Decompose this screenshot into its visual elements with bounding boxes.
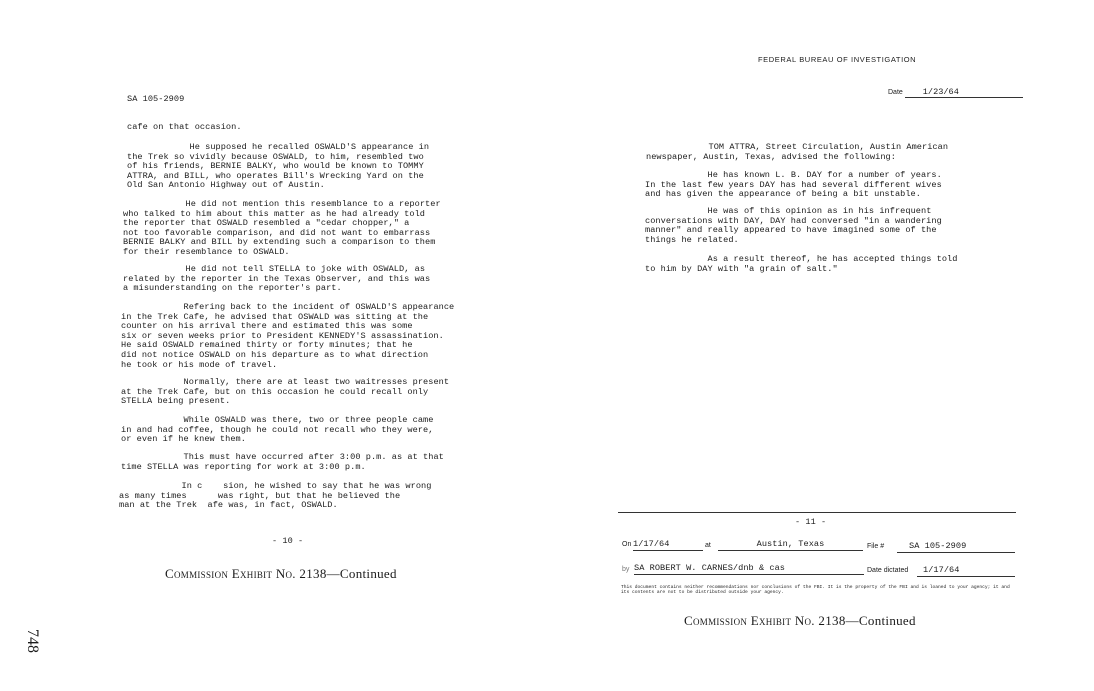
- fbi-header: FEDERAL BUREAU OF INVESTIGATION: [758, 55, 917, 64]
- form-dictated-label: Date dictated: [867, 567, 909, 574]
- right-paragraph-1: TOM ATTRA, Street Circulation, Austin American newspaper, Austin, Texas, advised the following:: [646, 142, 949, 162]
- right-paragraph-4: As a result thereof, he has accepted things told to him by DAY with "a grain of salt.": [645, 254, 958, 274]
- form-disclaimer: This document contains neither recommendations nor conclusions of the FBI. It is the property of the FBI and is loaned to your agency; it and its contents are not to be distributed outside your agency.: [621, 585, 1010, 596]
- volume-page-number: 748: [24, 629, 41, 653]
- date-label: Date: [888, 89, 903, 96]
- right-exhibit-caption: [684, 613, 916, 629]
- left-exhibit-caption: [165, 566, 397, 582]
- right-paragraph-2: He has known L. B. DAY for a number of years. In the last few years DAY has had several different wives and has given the appearance of being a bit unstable.: [645, 170, 942, 200]
- left-paragraph-5: Refering back to the incident of OSWALD'S appearance in the Trek Cafe, he advised that OSWALD was sitting at the counter on his arrival there and estimated this was some six or seven weeks prior to President KENNEDY'S assassination. He said OSWALD remained thirty or forty minutes; that he did not notice OSWALD on his departure as to what direction he took or his mode of travel.: [121, 302, 455, 370]
- left-paragraph-2: He supposed he recalled OSWALD'S appearance in the Trek so vividly because OSWALD, to him, resembled two of his friends, BERNIE BALKY, who would be known to TOMMY ATTRA, and BILL, who operates Bill's Wrecking Yard on the Old San Antonio Highway out of Austin.: [127, 142, 430, 191]
- left-caption-number: 2138—Continued: [299, 566, 397, 581]
- left-paragraph-8: This must have occurred after 3:00 p.m. as at that time STELLA was reporting for work at 3:00 p.m.: [121, 452, 444, 472]
- date-value: 1/23/64: [905, 87, 1023, 98]
- right-date: [888, 87, 1023, 98]
- left-paragraph-6: Normally, there are at least two waitresses present at the Trek Cafe, but on this occasion he could recall only STELLA being present.: [121, 377, 450, 407]
- form-at-label: at: [705, 542, 711, 549]
- right-caption-number: 2138—Continued: [818, 613, 916, 628]
- left-page-number: - 10 -: [272, 536, 304, 546]
- form-by-label: by: [622, 566, 630, 573]
- left-paragraph-7: While OSWALD was there, two or three people came in and had coffee, though he could not recall who they were, or even if he knew them.: [121, 415, 434, 445]
- left-paragraph-4: He did not tell STELLA to joke with OSWALD, as related by the reporter in the Texas Observer, and this was a misunderstanding on the reporter's part.: [123, 264, 431, 294]
- left-paragraph-9: In c sion, he wished to say that he was wrong as many times was right, but that he believed the man at the Trek afe was, in fact, OSWALD.: [119, 481, 432, 511]
- left-paragraph-3: He did not mention this resemblance to a reporter who talked to him about this matter as he had already told the reporter that OSWALD resembled a "cedar chopper," a not too favorable comparison, and did not want to embarrass BERNIE BALKY and BILL by extending such a comparison to them for their resemblance to OSWALD.: [123, 199, 441, 257]
- right-caption-prefix: Commission Exhibit No.: [684, 613, 815, 628]
- form-dictated-value: 1/17/64: [917, 566, 1015, 577]
- right-paragraph-3: He was of this opinion as in his infrequent conversations with DAY, DAY had conversed "in a wandering manner" and really appeared to have imagined some of the things he related.: [645, 206, 942, 245]
- left-caption-prefix: Commission Exhibit No.: [165, 566, 296, 581]
- left-paragraph-1: cafe on that occasion.: [127, 122, 242, 132]
- form-divider: [618, 512, 1016, 513]
- left-file-reference: SA 105-2909: [127, 94, 185, 104]
- form-by-value: SA ROBERT W. CARNES/dnb & cas: [634, 564, 864, 575]
- form-on-label: On: [622, 541, 632, 548]
- form-on-value: 1/17/64: [633, 540, 703, 551]
- form-file-label: File #: [867, 543, 885, 550]
- form-file-value: SA 105-2909: [897, 542, 1015, 553]
- right-page-number: - 11 -: [795, 517, 827, 527]
- form-at-value: Austin, Texas: [718, 540, 863, 551]
